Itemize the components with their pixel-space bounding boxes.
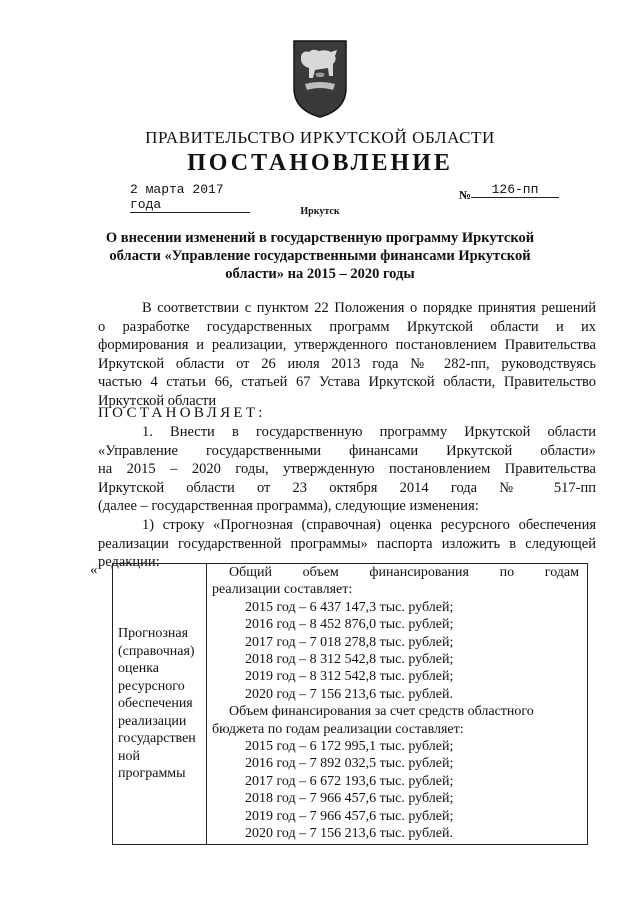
label-line: реализации <box>118 713 187 729</box>
regional-year-line: 2019 год – 7 966 457,6 тыс. рублей; <box>245 808 454 824</box>
subitem-1-line: 1) строку «Прогнозная (справочная) оценка ресурсного обеспечения <box>142 516 596 533</box>
regional-year-line: 2015 год – 6 172 995,1 тыс. рублей; <box>245 739 454 755</box>
total-year-line: 2015 год – 6 437 147,3 тыс. рублей; <box>245 599 454 615</box>
total-year-line: 2016 год – 8 452 876,0 тыс. рублей; <box>245 617 454 633</box>
city: Иркутск <box>300 206 340 217</box>
label-line: обеспечения <box>118 696 193 712</box>
item-1 <box>0 423 640 572</box>
number-label: № <box>459 188 472 202</box>
preamble <box>0 299 640 411</box>
government-name: ПРАВИТЕЛЬСТВО ИРКУТСКОЙ ОБЛАСТИ <box>145 128 495 147</box>
subject-line: области «Управление государственными финансами Иркутской <box>109 248 531 264</box>
total-intro-line: реализации составляет: <box>212 582 353 598</box>
label-line: государствен <box>118 731 196 747</box>
label-line: (справочная) <box>118 643 195 659</box>
table-label-cell <box>113 564 207 845</box>
preamble-line: о разработке государственных программ Иркутской области и их <box>98 318 596 335</box>
regional-year-line: 2017 год – 6 672 193,6 тыс. рублей; <box>245 773 454 789</box>
preamble-line: формирования и реализации, утвержденного постановлением Правительства <box>98 337 596 354</box>
regional-intro-line: Объем финансирования за счет средств областного <box>229 704 534 720</box>
item-1-line: на 2015 – 2020 годы, утвержденную постановлением Правительства <box>98 461 596 478</box>
open-quote: « <box>90 562 98 578</box>
passport-table <box>112 563 588 845</box>
document-number: 126-пп <box>471 182 559 198</box>
subject-heading <box>80 229 560 283</box>
preamble-line: частью 4 статьи 66, статьей 67 Устава Иркутской области, Правительство <box>98 374 596 391</box>
subject-line: О внесении изменений в государственную программу Иркутской <box>105 230 535 246</box>
label-line: Прогнозная <box>118 626 189 642</box>
table-row <box>113 564 588 845</box>
table-value-cell <box>207 564 588 845</box>
regional-intro-line: бюджета по годам реализации составляет: <box>212 721 464 737</box>
total-year-line: 2019 год – 8 312 542,8 тыс. рублей; <box>245 669 454 685</box>
preamble-line: Иркутской области от 26 июля 2013 года № 282-пп, руководствуясь <box>98 355 596 372</box>
total-year-line: 2020 год – 7 156 213,6 тыс. рублей. <box>245 686 453 702</box>
coat-of-arms-icon <box>293 40 347 118</box>
document-type: ПОСТАНОВЛЕНИЕ <box>187 150 453 176</box>
regional-year-line: 2018 год – 7 966 457,6 тыс. рублей; <box>245 791 454 807</box>
item-1-line: (далее – государственная программа), следующие изменения: <box>98 498 479 515</box>
label-line: ресурсного <box>118 678 185 694</box>
label-line: программы <box>118 766 186 782</box>
label-line: ной <box>118 748 140 764</box>
item-1-line: «Управление государственными финансами Иркутской области» <box>98 442 596 459</box>
resolves-word: ПОСТАНОВЛЯЕТ: <box>98 405 266 421</box>
regional-year-line: 2020 год – 7 156 213,6 тыс. рублей. <box>245 826 453 842</box>
item-1-line: 1. Внести в государственную программу Иркутской области <box>142 424 596 440</box>
subitem-1-line: редакции: <box>98 554 160 571</box>
total-year-line: 2018 год – 8 312 542,8 тыс. рублей; <box>245 652 454 668</box>
preamble-line: Иркутской области <box>98 392 217 409</box>
total-year-line: 2017 год – 7 018 278,8 тыс. рублей; <box>245 634 454 650</box>
item-1-line: Иркутской области от 23 октября 2014 года № 517-пп <box>98 479 596 496</box>
document-date: 2 марта 2017 года <box>130 182 250 213</box>
label-line: оценка <box>118 661 160 677</box>
regional-year-line: 2016 год – 7 892 032,5 тыс. рублей; <box>245 756 454 772</box>
preamble-line: В соответствии с пунктом 22 Положения о порядке принятия решений <box>142 300 596 316</box>
total-intro-line: Общий объем финансирования по годам <box>229 565 579 580</box>
subitem-1-line: реализации государственной программы» паспорта изложить в следующей <box>98 535 596 552</box>
subject-line: области» на 2015 – 2020 годы <box>225 266 415 282</box>
